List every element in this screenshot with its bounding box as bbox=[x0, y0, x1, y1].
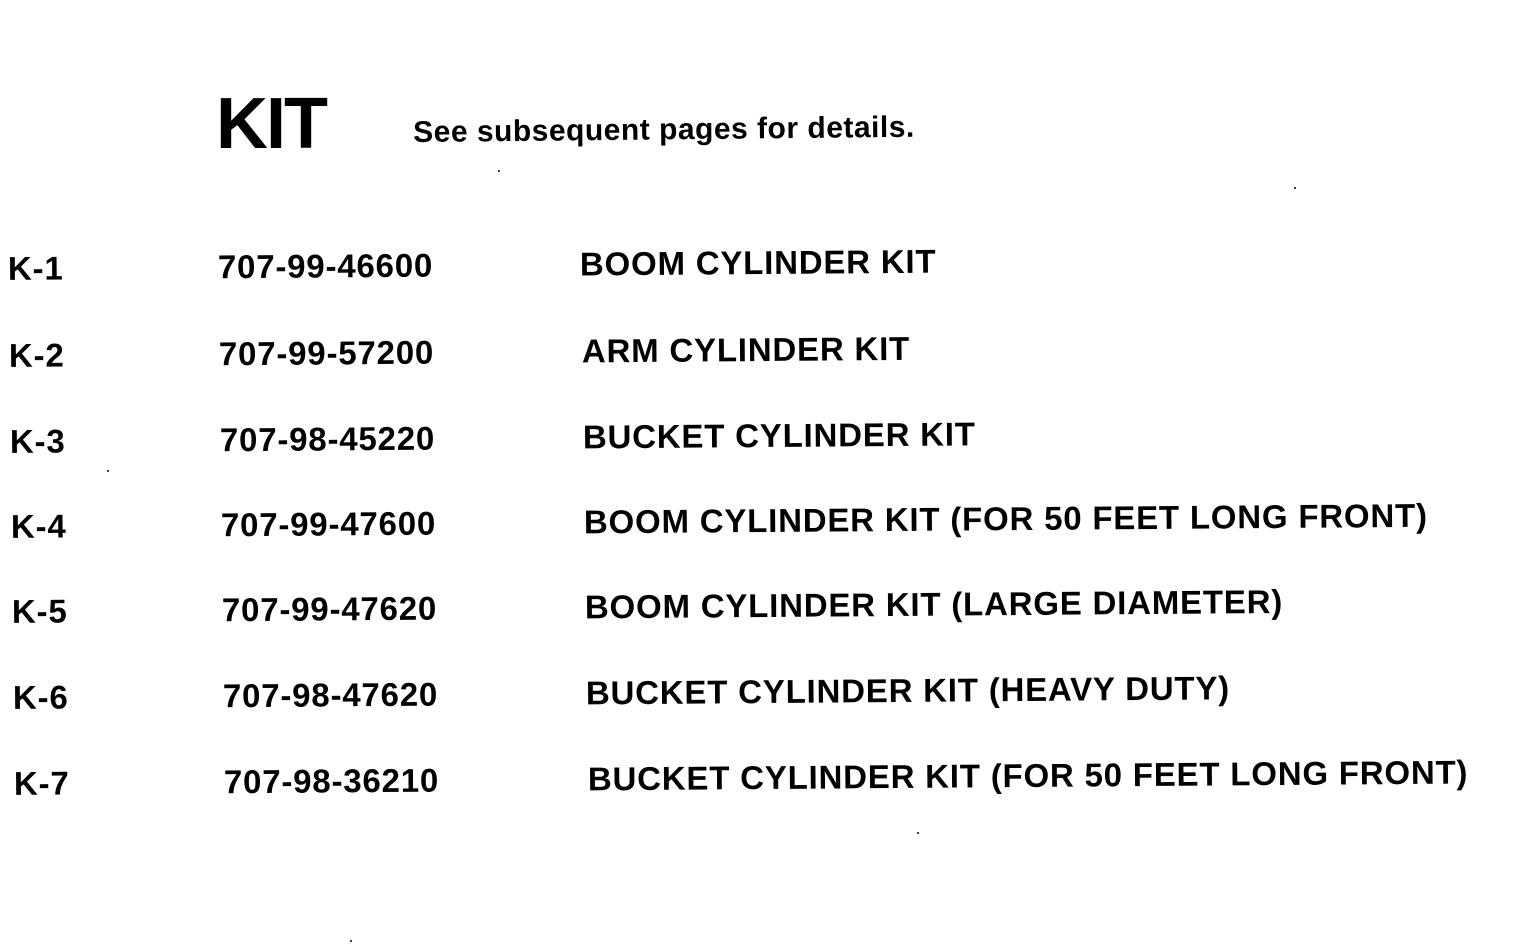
scan-speck bbox=[1294, 187, 1296, 189]
kit-description: BOOM CYLINDER KIT (FOR 50 FEET LONG FRONT) bbox=[583, 496, 1428, 541]
kit-id: K-2 bbox=[8, 336, 65, 374]
kit-id: K-3 bbox=[9, 422, 66, 460]
kit-row bbox=[0, 755, 1540, 817]
kit-description: BOOM CYLINDER KIT (LARGE DIAMETER) bbox=[584, 582, 1284, 626]
kit-id: K-1 bbox=[7, 249, 64, 287]
kit-description: BOOM CYLINDER KIT bbox=[579, 242, 937, 283]
kit-description: BUCKET CYLINDER KIT (HEAVY DUTY) bbox=[585, 669, 1231, 712]
page-title: KIT bbox=[216, 84, 326, 164]
kit-part-number: 707-99-57200 bbox=[218, 333, 435, 373]
kit-part-number: 707-98-36210 bbox=[223, 761, 440, 801]
page-subtitle: See subsequent pages for details. bbox=[412, 110, 915, 149]
scan-speck bbox=[350, 940, 352, 942]
scan-speck bbox=[917, 832, 919, 834]
kit-row bbox=[0, 669, 1540, 731]
kit-id: K-7 bbox=[13, 764, 70, 802]
kit-part-number: 707-98-45220 bbox=[219, 419, 436, 459]
kit-id: K-4 bbox=[10, 507, 67, 545]
kit-description: BUCKET CYLINDER KIT (FOR 50 FEET LONG FRONT) bbox=[587, 753, 1469, 798]
scan-speck bbox=[498, 170, 500, 172]
kit-row bbox=[0, 583, 1540, 645]
scan-speck bbox=[107, 470, 109, 472]
kit-row bbox=[0, 498, 1540, 560]
kit-id: K-6 bbox=[12, 678, 69, 716]
kit-description: ARM CYLINDER KIT bbox=[581, 329, 911, 370]
kit-row bbox=[0, 327, 1540, 389]
kit-part-number: 707-98-47620 bbox=[222, 675, 439, 715]
kit-row bbox=[0, 413, 1540, 475]
kit-part-number: 707-99-47620 bbox=[221, 589, 438, 629]
kit-part-number: 707-99-46600 bbox=[217, 246, 434, 286]
kit-part-number: 707-99-47600 bbox=[220, 504, 437, 544]
kit-row bbox=[0, 240, 1540, 302]
kit-description: BUCKET CYLINDER KIT bbox=[582, 415, 976, 456]
kit-id: K-5 bbox=[11, 592, 68, 630]
